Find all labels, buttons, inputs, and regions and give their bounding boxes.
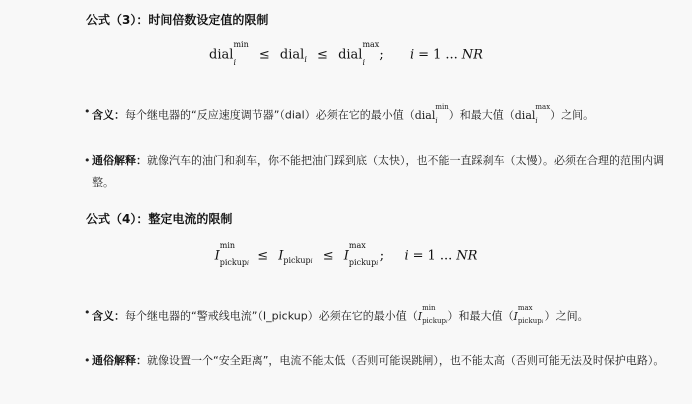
formula-3-mid-sub: i — [304, 54, 307, 64]
formula-4-i-max-base: I — [343, 248, 349, 264]
inline-i-max-sup: max — [517, 304, 533, 312]
inline-dial-min-base: dial — [414, 108, 436, 122]
inline-i-max — [513, 304, 544, 325]
formula-4-i-base: I — [278, 248, 284, 264]
formula-3-max-sup: max — [362, 40, 380, 49]
formula-4-le-1: ≤ — [257, 248, 269, 264]
bullet-text: 就像设置一个“安全距离”，电流不能太低（否则可能误跳闸），也不能太高（否则可能无法及时保护电路）。 — [147, 354, 665, 367]
bullet-label: 含义 — [92, 108, 114, 122]
inline-dial-max — [514, 103, 551, 125]
section-3-bullet-meaning — [84, 101, 667, 127]
formula-3-dial-max-base: dial — [338, 47, 363, 63]
inline-dial-max-base: dial — [514, 108, 536, 122]
pickup-sub: pickup — [348, 258, 377, 267]
pickup-sub: pickup — [517, 317, 542, 325]
formula-3-sep: ; — [379, 47, 384, 63]
formula-4-i-min-base: I — [214, 248, 220, 264]
formula-3-index-var: i — [410, 47, 415, 63]
formula-3-le-2: ≤ — [317, 47, 328, 63]
bullet-label: 含义 — [92, 309, 114, 323]
inline-i-min-sup: min — [422, 304, 436, 312]
formula-3-dial-min-base: dial — [209, 47, 234, 63]
formula-3-min-sup: min — [233, 40, 249, 49]
pickup-sub-i: i — [541, 319, 544, 325]
formula-3-range-start: 1 — [433, 47, 442, 63]
bullet-colon: ： — [114, 108, 125, 122]
section-4-bullet-meaning — [84, 302, 667, 328]
bullet-dot: • — [84, 354, 91, 367]
bullet-label: 通俗解释 — [92, 154, 136, 167]
section-3-title: 公式（3）：时间倍数设定值的限制 — [86, 13, 269, 27]
bullet-text: 就像汽车的油门和刹车，你不能把油门踩到底（太快），也不能一直踩刹车（太慢）。必须在合理的范围内调整。 — [92, 154, 664, 189]
bullet-dot: • — [84, 105, 91, 118]
pickup-sub: pickup — [219, 258, 248, 267]
inline-i-min — [417, 304, 448, 325]
bullet-dot: • — [84, 154, 91, 167]
pickup-sub-i: i — [310, 257, 313, 265]
inline-min-sub: i — [435, 117, 438, 125]
section-4-title: 公式（4）：整定电流的限制 — [86, 212, 233, 226]
inline-i-min-sub — [422, 310, 447, 333]
formula-3-range-end: NR — [461, 47, 483, 63]
bullet-text: 每个继电器的“警戒线电流”（I_pickup）必须在它的最小值（ — [125, 309, 418, 323]
formula-4-eq: = — [412, 248, 424, 264]
bullet-text: ）之间。 — [550, 108, 595, 122]
formula-3-lhs-sub: i — [233, 58, 236, 67]
inline-i-max-base: I — [513, 309, 518, 323]
formula-3-rhs-sub: i — [362, 58, 366, 67]
formula-4-sep: ; — [379, 248, 385, 264]
formula-4-max-sup: max — [348, 241, 366, 250]
formula-4-mid-sub — [283, 256, 312, 265]
bullet-text: 每个继电器的“反应速度调节器”（dial）必须在它的最小值（ — [125, 108, 415, 122]
pickup-sub: pickup — [422, 317, 446, 325]
bullet-dot: • — [84, 306, 91, 319]
bullet-text: ）和最大值（ — [447, 309, 514, 323]
bullet-colon: ： — [114, 309, 125, 323]
section-3-bullet-explain — [84, 150, 667, 194]
formula-3-dial-base: dial — [279, 47, 305, 63]
section-4-bullet-explain — [84, 350, 667, 372]
inline-max-sup: max — [535, 103, 551, 111]
pickup-sub-i: i — [445, 319, 448, 325]
formula-4-dots: ... — [439, 248, 453, 264]
pickup-sub: pickup — [283, 255, 311, 265]
formula-4-min-sub — [220, 258, 249, 267]
formula-3-le-1: ≤ — [258, 47, 270, 63]
pickup-sub-i: i — [247, 260, 249, 267]
bullet-colon: ： — [136, 354, 147, 367]
pickup-sub-i: i — [376, 260, 379, 267]
bullet-label: 通俗解释 — [92, 354, 136, 367]
formula-4-range-end: NR — [456, 248, 478, 264]
inline-i-max-sub — [518, 310, 543, 333]
inline-dial-min — [414, 103, 449, 125]
inline-i-min-base: I — [417, 309, 423, 323]
formula-3 — [0, 40, 692, 67]
formula-4-max-sub — [349, 258, 378, 267]
formula-4-le-2: ≤ — [322, 248, 334, 264]
formula-3-eq: = — [418, 47, 430, 63]
bullet-text: ）之间。 — [544, 309, 589, 323]
formula-4 — [0, 241, 692, 267]
formula-3-dots: ... — [445, 47, 458, 63]
inline-max-sub: i — [535, 117, 538, 125]
formula-4-index-var: i — [404, 248, 409, 264]
inline-min-sup: min — [435, 103, 449, 111]
bullet-text: ）和最大值（ — [448, 108, 515, 122]
formula-4-min-sup: min — [219, 241, 236, 250]
formula-4-range-start: 1 — [427, 248, 436, 264]
bullet-colon: ： — [136, 154, 147, 167]
